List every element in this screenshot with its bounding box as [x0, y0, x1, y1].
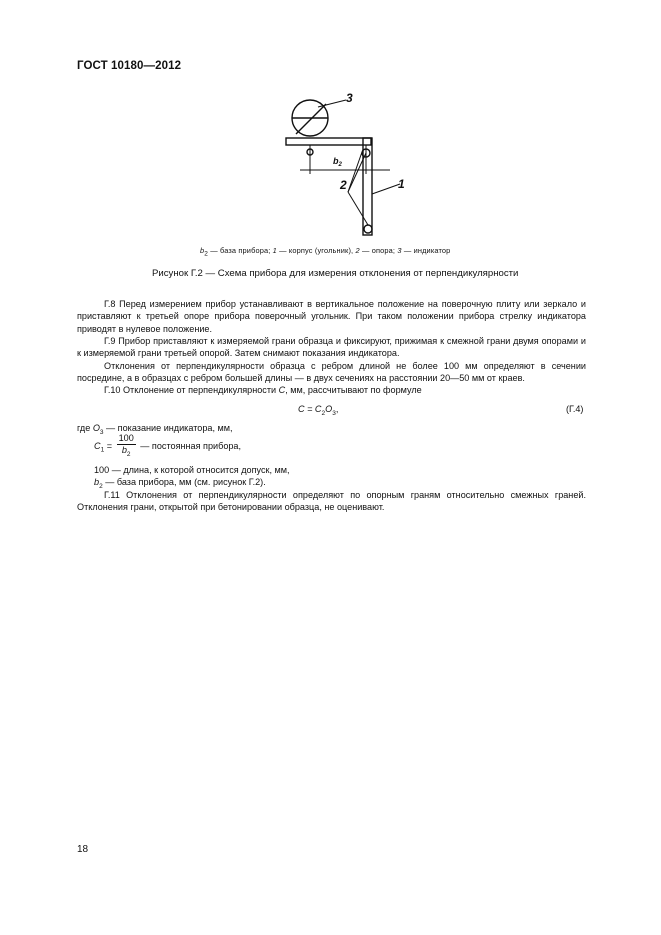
label-1: 1 — [398, 177, 405, 191]
angle-horizontal-arm — [286, 138, 371, 145]
label-b2: $b_2$ — [333, 156, 342, 168]
where-100: 100 — длина, к которой относится допуск, мм, — [94, 465, 290, 475]
indicator-diameter — [296, 104, 326, 134]
support-bottom — [364, 225, 372, 233]
paragraph-g10: Г.10 Отклонение от перпендикулярности C, мм, рассчитывают по формуле — [104, 385, 422, 395]
formula-g4: $C = C_2O_3$, — [298, 404, 339, 417]
instrument-diagram — [270, 82, 420, 242]
label-3: 3 — [346, 91, 353, 105]
label-2: 2 — [340, 178, 347, 192]
paragraph-g9: Г.9 Прибор приставляют к измеряемой грани образца и фиксируют, прижимая к смежной грани двумя опорами и к измеряемой грани третьей опорой. Затем снимают показания индикатора. — [77, 336, 586, 359]
figure-legend: $b_2$ — база прибора; 1 — корпус (угольник), 2 — опора; 3 — индикатор — [200, 246, 451, 258]
where-b2: $b_2$ — база прибора, мм (см. рисунок Г.2). — [94, 477, 266, 490]
formula-number: (Г.4) — [566, 404, 584, 414]
paragraph-deviation: Отклонения от перпендикулярности образца с ребром длиной не более 100 мм определяют в сечении посредине, а в образцах с ребром большей длины — в двух сечениях на расстоянии 20—50 мм от краев. — [77, 361, 586, 384]
document-header: ГОСТ 10180—2012 — [77, 60, 182, 72]
where-o3: где $O_3$ — показание индикатора, мм, — [77, 423, 233, 436]
figure-caption: Рисунок Г.2 — Схема прибора для измерения отклонения от перпендикулярности — [152, 268, 519, 279]
page-number: 18 — [77, 844, 89, 855]
c1-fraction: $\frac{100}{b_2}$ — [118, 433, 134, 458]
paragraph-g11: Г.11 Отклонения от перпендикулярности определяют по опорным граням относительно смежных граней. Отклонения грани, открытой при бетонировании образца, не оценивают. — [77, 490, 586, 513]
where-c1: $C_1$ = $\frac{100}{b_2}$ — постоянная прибора, — [94, 433, 242, 458]
paragraph-g8: Г.8 Перед измерением прибор устанавливают в вертикальное положение на поверочную плиту или зеркало и приставляют к третьей опоре прибора поверочный угольник. При таком положении прибора стрелку индикатора приводят в нулевое положение. — [77, 299, 586, 334]
